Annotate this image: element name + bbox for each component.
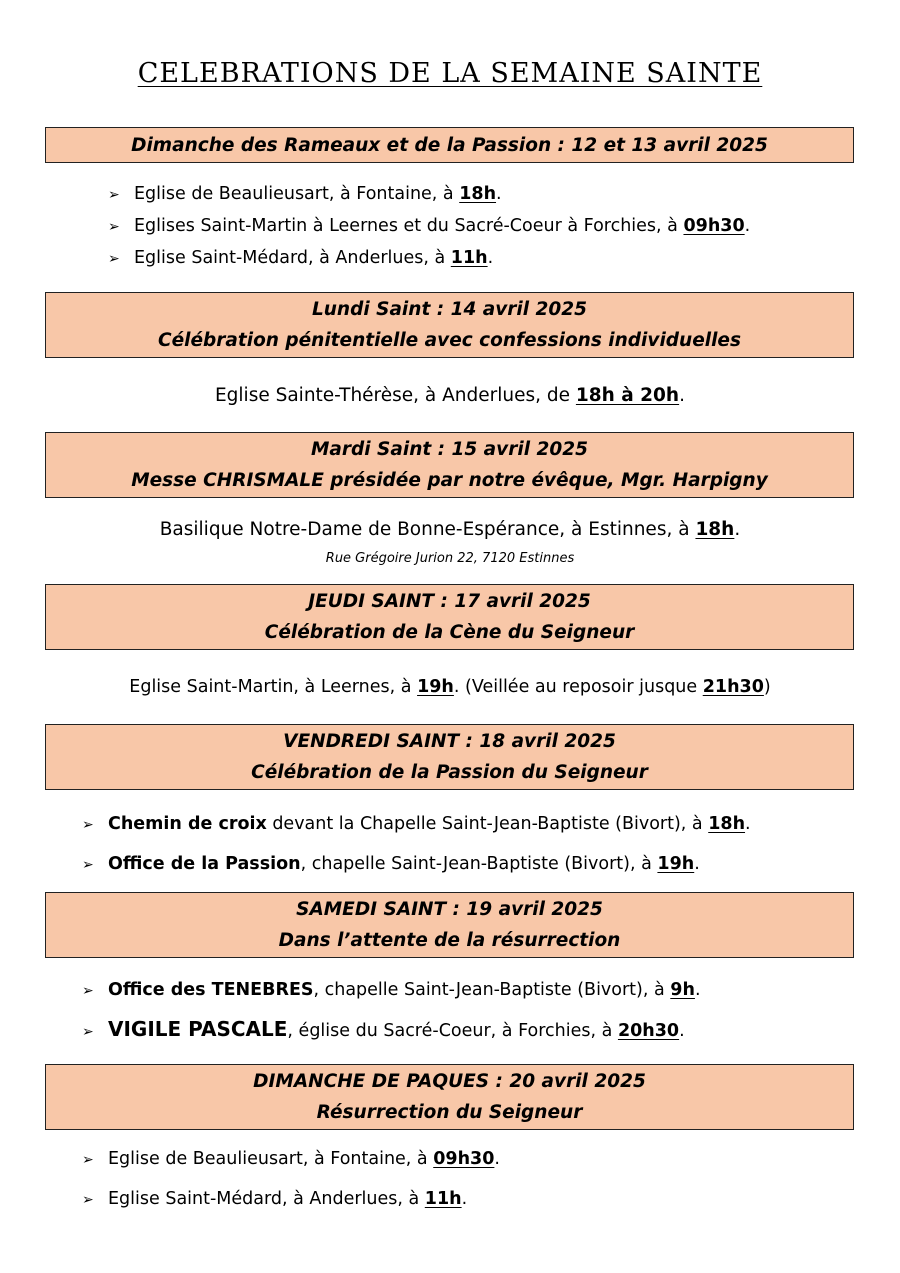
list-item: ➢ Eglise de Beaulieusart, à Fontaine, à 09h30. (82, 1149, 500, 1169)
centered-line: Basilique Notre-Dame de Bonne-Espérance, à Estinnes, à 18h. (159, 519, 741, 540)
section-header-jeudi: JEUDI SAINT : 17 avril 2025 Célébration de la Cène du Seigneur (45, 584, 854, 650)
list-item: ➢ Chemin de croix devant la Chapelle Saint-Jean-Baptiste (Bivort), à 18h. (82, 814, 751, 834)
section-header-mardi: Mardi Saint : 15 avril 2025 Messe CHRISMALE présidée par notre évêque, Mgr. Harpigny (45, 432, 854, 498)
arrow-bullet-icon: ➢ (82, 817, 94, 833)
list-item: ➢ Eglises Saint-Martin à Leernes et du Sacré-Coeur à Forchies, à 09h30. (108, 216, 751, 236)
arrow-bullet-icon: ➢ (108, 187, 120, 203)
list-item: ➢ Eglise Saint-Médard, à Anderlues, à 11h. (82, 1189, 468, 1209)
list-item: ➢ VIGILE PASCALE, église du Sacré-Coeur, à Forchies, à 20h30. (82, 1017, 685, 1041)
centered-line: Eglise Saint-Martin, à Leernes, à 19h. (Veillée au reposoir jusque 21h30) (129, 677, 771, 697)
page-title: CELEBRATIONS DE LA SEMAINE SAINTE (137, 58, 763, 89)
centered-line: Eglise Sainte-Thérèse, à Anderlues, de 18h à 20h. (214, 385, 685, 406)
arrow-bullet-icon: ➢ (82, 983, 94, 999)
section-header-rameaux: Dimanche des Rameaux et de la Passion : 12 et 13 avril 2025 (45, 127, 854, 163)
arrow-bullet-icon: ➢ (82, 857, 94, 873)
list-item: ➢ Eglise Saint-Médard, à Anderlues, à 11h. (108, 248, 494, 268)
list-item: ➢ Eglise de Beaulieusart, à Fontaine, à 18h. (108, 184, 502, 204)
list-item: ➢ Office de la Passion, chapelle Saint-Jean-Baptiste (Bivort), à 19h. (82, 854, 700, 874)
section-header-vendredi: VENDREDI SAINT : 18 avril 2025 Célébration de la Passion du Seigneur (45, 724, 854, 790)
list-item: ➢ Office des TENEBRES, chapelle Saint-Jean-Baptiste (Bivort), à 9h. (82, 980, 701, 1000)
section-header-lundi: Lundi Saint : 14 avril 2025 Célébration pénitentielle avec confessions individuelles (45, 292, 854, 358)
arrow-bullet-icon: ➢ (82, 1192, 94, 1208)
section-header-paques: DIMANCHE DE PAQUES : 20 avril 2025 Résurrection du Seigneur (45, 1064, 854, 1130)
arrow-bullet-icon: ➢ (82, 1024, 94, 1040)
arrow-bullet-icon: ➢ (108, 251, 120, 267)
arrow-bullet-icon: ➢ (82, 1152, 94, 1168)
section-header-samedi: SAMEDI SAINT : 19 avril 2025 Dans l’attente de la résurrection (45, 892, 854, 958)
address: Rue Grégoire Jurion 22, 7120 Estinnes (325, 551, 575, 566)
arrow-bullet-icon: ➢ (108, 219, 120, 235)
